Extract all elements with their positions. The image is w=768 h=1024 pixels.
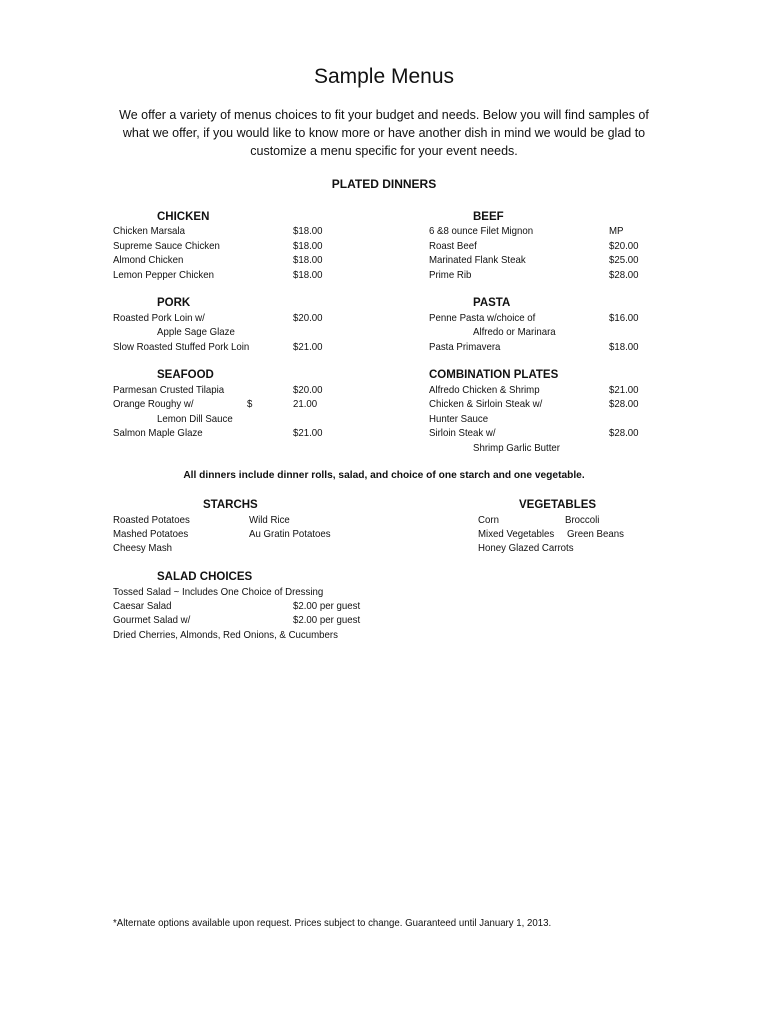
menu-item-price: $28.00 bbox=[609, 269, 639, 281]
menu-item-detail: Shrimp Garlic Butter bbox=[473, 442, 560, 454]
menu-item: Chicken Marsala bbox=[113, 225, 185, 237]
salad-item: Gourmet Salad w/ bbox=[113, 614, 191, 626]
starch-item: Roasted Potatoes bbox=[113, 514, 190, 526]
seafood-heading: SEAFOOD bbox=[157, 369, 214, 381]
menu-item-price: $20.00 bbox=[609, 240, 639, 252]
menu-item: Sirloin Steak w/ bbox=[429, 427, 496, 439]
menu-item-price: $21.00 bbox=[609, 384, 639, 396]
salad-heading: SALAD CHOICES bbox=[157, 571, 253, 583]
menu-item: Marinated Flank Steak bbox=[429, 254, 526, 266]
menu-item-price: $18.00 bbox=[609, 341, 639, 353]
vegetables-heading: VEGETABLES bbox=[519, 499, 597, 511]
menu-item: Pasta Primavera bbox=[429, 341, 501, 353]
intro-paragraph bbox=[110, 106, 658, 160]
starch-item: Cheesy Mash bbox=[113, 542, 173, 554]
intro-line: what we offer, if you would like to know more or have another dish in mind we would be glad to bbox=[122, 126, 646, 140]
footer-note: *Alternate options available upon request. Prices subject to change. Guaranteed until January 1, 2013. bbox=[113, 917, 552, 929]
menu-item-price: $16.00 bbox=[609, 312, 639, 324]
menu-item-detail: Hunter Sauce bbox=[429, 413, 489, 425]
intro-line: We offer a variety of menus choices to fit your budget and needs. Below you will find samples of bbox=[119, 108, 649, 122]
menu-item: Supreme Sauce Chicken bbox=[113, 240, 220, 252]
salad-item: Tossed Salad ~ Includes One Choice of Dressing bbox=[113, 586, 324, 598]
menu-item-price: $18.00 bbox=[293, 225, 323, 237]
menu-item-price: $21.00 bbox=[293, 341, 323, 353]
menu-item-price: $18.00 bbox=[293, 240, 323, 252]
menu-item-price: $20.00 bbox=[293, 312, 323, 324]
salad-item-price: $2.00 per guest bbox=[293, 614, 361, 626]
menu-item-detail: Lemon Dill Sauce bbox=[157, 413, 233, 425]
menu-item: Prime Rib bbox=[429, 269, 472, 281]
salad-item: Caesar Salad bbox=[113, 600, 172, 612]
vegetable-item: Green Beans bbox=[567, 528, 624, 540]
menu-item: Roast Beef bbox=[429, 240, 477, 252]
menu-item: Roasted Pork Loin w/ bbox=[113, 312, 205, 324]
starch-item: Au Gratin Potatoes bbox=[249, 528, 331, 540]
menu-item-price: $20.00 bbox=[293, 384, 323, 396]
menu-item: Chicken & Sirloin Steak w/ bbox=[429, 398, 543, 410]
menu-item-price: $18.00 bbox=[293, 254, 323, 266]
menu-item-price: $25.00 bbox=[609, 254, 639, 266]
menu-item-detail: Apple Sage Glaze bbox=[157, 326, 235, 338]
combination-heading: COMBINATION PLATES bbox=[429, 369, 559, 381]
plated-dinners-heading: PLATED DINNERS bbox=[331, 177, 437, 191]
intro-line: customize a menu specific for your event needs. bbox=[250, 144, 518, 158]
pasta-heading: PASTA bbox=[473, 297, 511, 309]
salad-item-price: $2.00 per guest bbox=[293, 600, 361, 612]
menu-item-detail: Alfredo or Marinara bbox=[473, 326, 556, 338]
salad-item-detail: Dried Cherries, Almonds, Red Onions, & Cucumbers bbox=[113, 629, 338, 641]
menu-item: Orange Roughy w/ bbox=[113, 398, 194, 410]
menu-item-price: $18.00 bbox=[293, 269, 323, 281]
vegetable-item: Corn bbox=[478, 514, 499, 526]
menu-item: Parmesan Crusted Tilapia bbox=[113, 384, 225, 396]
menu-item: 6 &8 ounce Filet Mignon bbox=[429, 225, 534, 237]
menu-item: Slow Roasted Stuffed Pork Loin bbox=[113, 341, 250, 353]
pork-heading: PORK bbox=[157, 297, 191, 309]
beef-heading: BEEF bbox=[473, 211, 504, 223]
menu-item: Almond Chicken bbox=[113, 254, 184, 266]
menu-item-price: MP bbox=[609, 225, 624, 237]
starch-item: Mashed Potatoes bbox=[113, 528, 189, 540]
vegetable-item: Honey Glazed Carrots bbox=[478, 542, 574, 554]
menu-item-price: $28.00 bbox=[609, 427, 639, 439]
chicken-heading: CHICKEN bbox=[157, 211, 210, 223]
menu-item: Lemon Pepper Chicken bbox=[113, 269, 214, 281]
menu-item-price: $21.00 bbox=[293, 427, 323, 439]
menu-item: Salmon Maple Glaze bbox=[113, 427, 203, 439]
vegetable-item: Broccoli bbox=[565, 514, 600, 526]
menu-item-price-symbol: $ bbox=[247, 398, 253, 410]
menu-item-price: $28.00 bbox=[609, 398, 639, 410]
vegetable-item: Mixed Vegetables bbox=[478, 528, 555, 540]
menu-item-price: 21.00 bbox=[293, 398, 318, 410]
menu-item: Alfredo Chicken & Shrimp bbox=[429, 384, 540, 396]
page-title: Sample Menus bbox=[313, 65, 455, 88]
dinner-includes-note: All dinners include dinner rolls, salad, and choice of one starch and one vegetable. bbox=[183, 470, 585, 481]
starches-heading: STARCHS bbox=[203, 499, 258, 511]
menu-item: Penne Pasta w/choice of bbox=[429, 312, 536, 324]
starch-item: Wild Rice bbox=[249, 514, 290, 526]
